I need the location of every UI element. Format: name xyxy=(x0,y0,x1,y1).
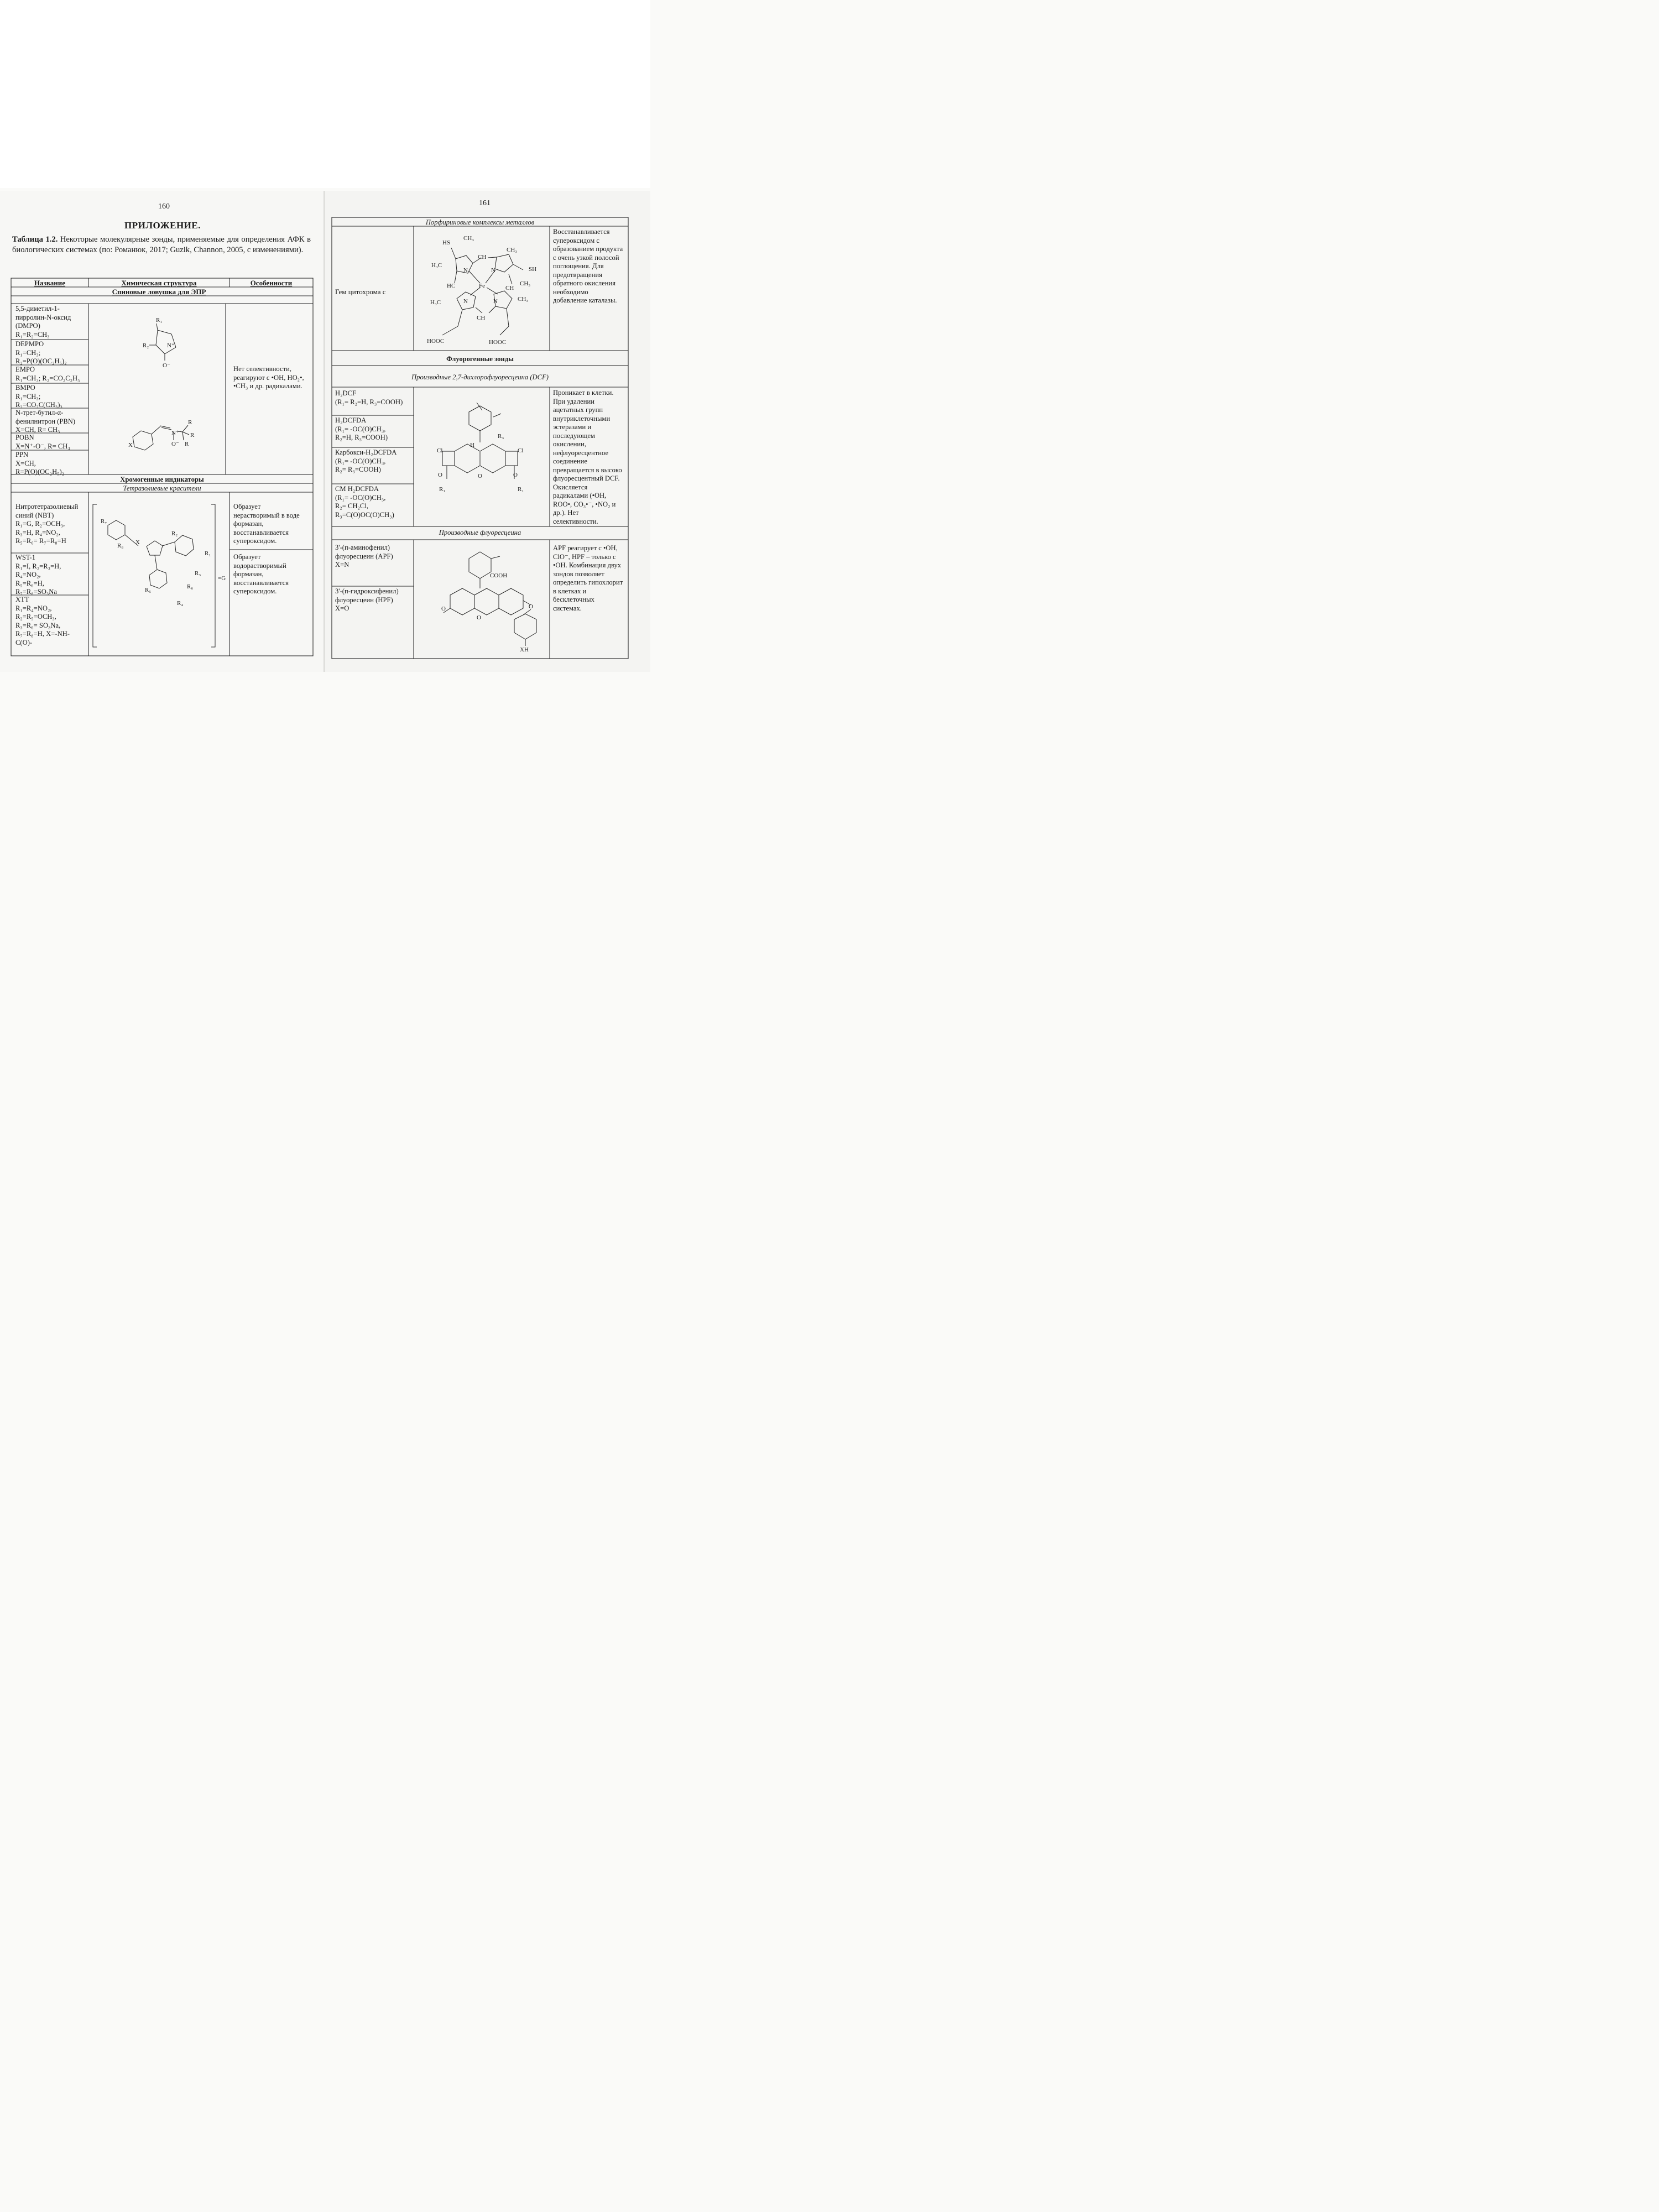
heme-n-label: N xyxy=(493,298,498,305)
dcf-name-carboxy: Карбокси-H₂DCFDA (R₁= -OC(O)CH₃, R₂= R₃=COOH) xyxy=(335,448,397,473)
fl-o-label: O xyxy=(529,603,533,610)
right-page-number: 161 xyxy=(479,199,491,207)
tetra-r5-label: R₅ xyxy=(145,587,152,593)
heme-fe-label: Fe xyxy=(479,283,485,289)
heme-ch-label: CH xyxy=(505,285,514,291)
fl-o-label: O xyxy=(441,606,446,612)
dmpo-o-label: O⁻ xyxy=(163,362,170,369)
dcf-name-h2dcf: H₂DCF (R₁= R₂=H, R₃=COOH) xyxy=(335,389,403,406)
heme-n-label: N xyxy=(491,267,495,274)
section-chromogenic: Хромогенные индикаторы xyxy=(120,476,204,483)
dcf-h-label: H xyxy=(470,442,474,448)
tetra-features-nbt: Образует нерастворимый в воде формазан, восстанавливается супероксидом. xyxy=(233,503,300,545)
heme-h3c-label: H₃C xyxy=(430,299,441,306)
dcf-o-label: O xyxy=(478,473,482,479)
pbn-r-label: R xyxy=(190,432,195,439)
table-caption-label: Таблица 1.2. xyxy=(12,235,58,244)
section-fluorogenic: Флуорогенные зонды xyxy=(446,355,514,363)
heme-features: Восстанавливается супероксидом с образованием продукта с очень узкой полосой поглощения. Для предотвращения обратного окисления необходимо добавление каталазы. xyxy=(553,228,623,304)
heme-h3c-label: H₃C xyxy=(431,262,442,269)
spin-name-pbn: N-трет-бутил-α- фенилнитрон (PBN) X=CH, R= CH₃ xyxy=(15,409,76,434)
spin-name-dmpo: 5,5-диметил-1- пирролин-N-оксид (DMPO) R₁=R₂=CH₃ xyxy=(15,305,71,338)
dcf-cl-label: Cl xyxy=(518,447,524,454)
spin-name-ppn: PPN X=CH, R=P(O)(OC₂H₅)₂ xyxy=(15,451,65,476)
spin-name-pobn: POBN X=N⁺-O⁻, R= CH₃ xyxy=(15,434,70,450)
spin-name-empo: EMPO R₁=CH₃; R₂=CO₂C₂H₅ xyxy=(15,366,80,382)
heme-hs-label: HS xyxy=(442,239,451,246)
tetra-name-nbt: Нитротетразолиевый синий (NBT) R₁=G, R₂=OCH₃, R₃=H, R₄=NO₂, R₅=R₆= R₇=R₈=H xyxy=(15,503,79,545)
heme-structure xyxy=(442,248,523,335)
heme-ch3-label: CH₃ xyxy=(463,235,474,242)
dcf-features: Проникает в клетки. При удалении ацетатных групп внутриклеточными эстеразами и последующем окислении, нефлуоресцентное соединение превращается в высоко флуоресцентный DCF. Окисляется радикалами (•OH, ROO•, CO₃•⁻, •NO₂ и др.). Нет селективности. xyxy=(553,389,622,525)
col-header-features: Особенности xyxy=(250,279,293,287)
pbn-structure xyxy=(133,425,189,450)
subsection-dcf: Производные 2,7-дихлорофлуоресцеина (DCF) xyxy=(411,373,549,381)
fl-name-hpf: 3'-(п-гидроксифенил) флуоресцеин (HPF) X=O xyxy=(335,587,399,612)
fl-cooh-label: COOH xyxy=(490,572,508,579)
section-porphyrin: Порфириновые комплексы металлов xyxy=(425,218,535,226)
appendix-heading: ПРИЛОЖЕНИЕ. xyxy=(124,220,201,231)
left-page-number: 160 xyxy=(158,202,170,211)
heme-hooc-label: HOOC xyxy=(489,339,507,346)
pbn-r-label: R xyxy=(185,441,189,447)
pbn-n-label: N⁺ xyxy=(171,430,179,436)
dmpo-r1-label: R₁ xyxy=(156,317,163,324)
dcf-r1-label: R₁ xyxy=(439,486,446,493)
dmpo-n-label: N⁺ xyxy=(167,342,175,349)
spin-name-bmpo: BMPO R₁=CH₃; R₂=CO₂C(CH₃)₃ xyxy=(15,384,62,409)
fl-o-label: O xyxy=(477,614,481,621)
heme-sh-label: SH xyxy=(529,266,537,273)
col-header-name: Название xyxy=(34,279,66,287)
dcf-cl-label: Cl xyxy=(437,447,443,454)
heme-ch-label: CH xyxy=(478,254,487,260)
fl-features: APF реагирует с •OH, ClO⁻, HPF – только с •OH. Комбинация двух зондов позволяет определить гипохлорит в клетках и бесклеточных системах. xyxy=(553,544,623,612)
dcf-structure xyxy=(442,403,518,479)
col-header-structure: Химическая структура xyxy=(121,279,197,287)
dmpo-r2-label: R₂ xyxy=(143,342,149,349)
spin-name-depmpo: DEPMPO R₁=CH₃; R₂=P(O)(OC₂H₅)₂ xyxy=(15,340,67,365)
fl-xh-label: XH xyxy=(520,646,529,653)
pbn-o-label: O⁻ xyxy=(171,441,179,447)
heme-ch-label: CH xyxy=(477,315,486,321)
subsection-fluorescein: Производные флуоресцеина xyxy=(439,529,521,536)
dcf-r3-label: R₃ xyxy=(498,433,504,440)
pbn-r-label: R xyxy=(188,419,192,426)
spin-features: Нет селективности, реагируют с •OH, HO₂•, •CH₃ и др. радикалами. xyxy=(233,365,304,390)
dcf-name-h2dcfda: H₂DCFDA (R₁= -OC(O)CH₃, R₂=H, R₃=COOH) xyxy=(335,416,388,441)
heme-hooc-label: HOOC xyxy=(427,338,445,345)
tetra-r2-label: R₂ xyxy=(171,530,178,537)
heme-ch3-label: CH₃ xyxy=(520,280,531,287)
tetra-r7-label: R₇ xyxy=(101,518,107,525)
tetra-x-label: X xyxy=(135,539,140,546)
heme-ch3-label: CH₃ xyxy=(518,296,529,302)
fluorescein-structure xyxy=(444,552,536,646)
tetra-r6-label: R₆ xyxy=(187,583,194,590)
tetra-name-wst1: WST-1 R₁=I, R₂=R₃=H, R₄=NO₂, R₅=R₆=H, R₇=R₈=SO₃Na xyxy=(15,554,61,596)
fl-name-apf: 3'-(п-аминофенил) флуоресцеин (APF) X=N xyxy=(335,544,393,568)
heme-n-label: N xyxy=(463,267,468,274)
tetra-r4-label: R₄ xyxy=(177,600,184,607)
dcf-o-label: O xyxy=(513,472,518,478)
heme-name: Гем цитохрома c xyxy=(335,288,386,296)
pbn-x-label: X xyxy=(128,442,133,448)
section-spin-traps: Спиновые ловушка для ЭПР xyxy=(112,288,206,296)
table-caption-text: Некоторые молекулярные зонды, применяемые для определения АФК в биологических системах (по: Романюк, 2017; Guzik, Channon, 2005, с изменениями). xyxy=(12,235,311,254)
tetra-name-xtt: XTT R₁=R₄=NO₂, R₂=R₅=OCH₃, R₃=R₆= SO₃Na, R₇=R₈=H, X=-NH- C(O)- xyxy=(15,596,70,646)
heme-ch3-label: CH₃ xyxy=(507,247,518,253)
heme-n-label: N xyxy=(463,298,468,305)
dcf-name-cm: CM H₂DCFDA (R₁= -OC(O)CH₃, R₂= CH₂Cl, R₃=C(O)OC(O)CH₃) xyxy=(335,485,394,519)
tetra-r1-label: R₁ xyxy=(205,550,211,557)
tetra-r3-label: R₃ xyxy=(195,570,201,577)
dcf-r1-label: R₁ xyxy=(518,486,524,493)
tetra-g-label: =G xyxy=(218,575,226,582)
tetra-r8-label: R₈ xyxy=(117,542,124,549)
tetra-features-wst: Образует водорастворимый формазан, восстанавливается супероксидом. xyxy=(233,553,289,595)
dcf-o-label: O xyxy=(438,472,442,478)
subsection-tetrazolium: Тетразолиевые красители xyxy=(123,484,201,492)
heme-hc-label: HC xyxy=(447,283,456,289)
